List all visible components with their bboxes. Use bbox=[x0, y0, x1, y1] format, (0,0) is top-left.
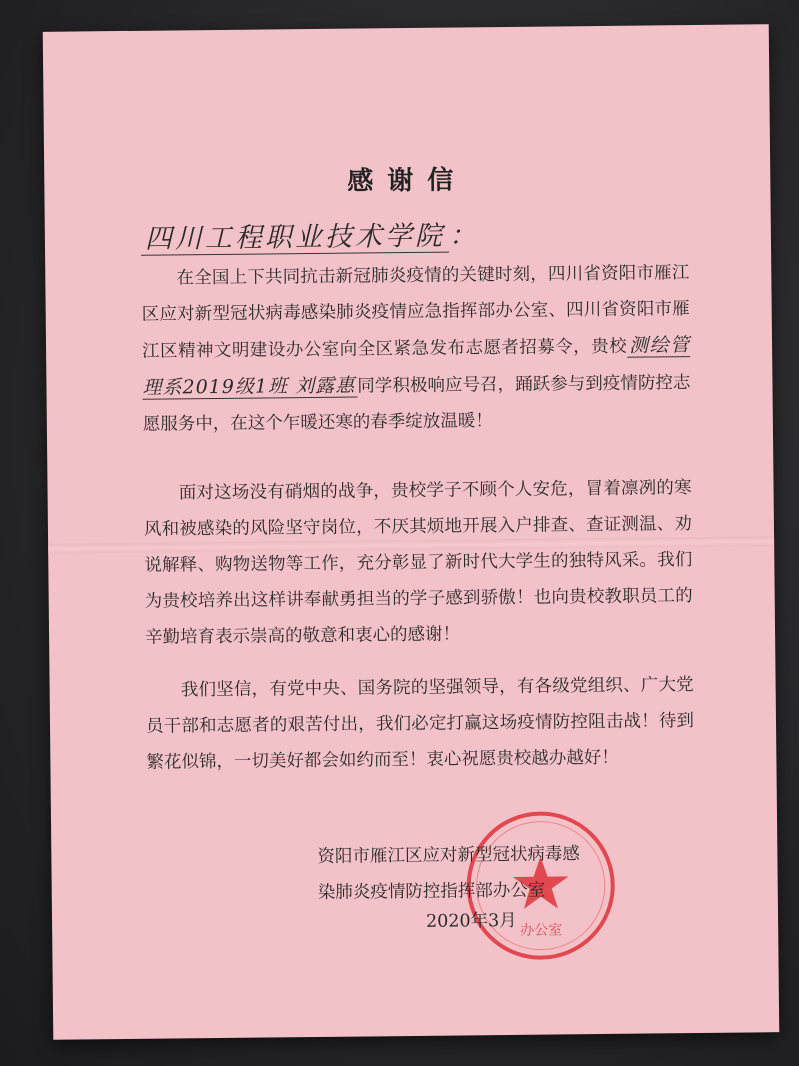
sender-line-2: 染肺炎疫情防控指挥部办公室 bbox=[317, 880, 546, 903]
letter-date: 2020年3月 bbox=[425, 910, 517, 932]
salutation-colon: ： bbox=[448, 220, 480, 252]
paragraph-3-text: 我们坚信，有党中央、国务院的坚强领导，有各级党组织、广大党员干部和志愿者的艰苦付出，我们必定打赢这场疫情防控阻击战！待到繁花似锦，一切美好都会如约而至！衷心祝愿贵校越办越好！ bbox=[145, 675, 695, 773]
seal-text: 办公室 bbox=[520, 922, 563, 939]
paragraph-1 bbox=[141, 255, 691, 443]
letter-paper bbox=[43, 24, 780, 1040]
paragraph-3 bbox=[145, 667, 694, 781]
paragraph-2-text: 面对这场没有硝烟的战争，贵校学子不顾个人安危，冒着凛冽的寒风和被感染的风险坚守岗位，不厌其烦地开展入户排查、查证测温、劝说解释、购物送物等工作，充分彰显了新时代大学生的独特风采。我们为贵校培养出这样讲奉献勇担当的学子感到骄傲！也向贵校教职员工的辛勤培育表示崇高的敬意和衷心的感谢！ bbox=[143, 478, 693, 648]
letter-title: 感谢信 bbox=[347, 165, 468, 197]
paragraph-2 bbox=[143, 470, 693, 656]
sender-block bbox=[317, 836, 580, 911]
sender-line-1: 资阳市雁江区应对新型冠状病毒感 bbox=[317, 844, 580, 867]
paragraph-1-text-b: 同学积极响应号召，踊跃参与到疫情防控志愿服务中，在这个乍暖还寒的春季绽放温暖！ bbox=[142, 373, 691, 435]
handwritten-student-info: 测绘管理系2019级1班 刘露惠 bbox=[142, 334, 691, 399]
salutation-recipient: 四川工程职业技术学院 bbox=[141, 221, 449, 256]
paragraph-1-text-a: 在全国上下共同抗击新冠肺炎疫情的关键时刻，四川省资阳市雁江区应对新型冠状病毒感染肺炎疫情应急指挥部办公室、四川省资阳市雁江区精神文明建设办公室向全区紧急发布志愿者招募令，贵校 bbox=[141, 263, 690, 362]
salutation bbox=[141, 213, 479, 256]
